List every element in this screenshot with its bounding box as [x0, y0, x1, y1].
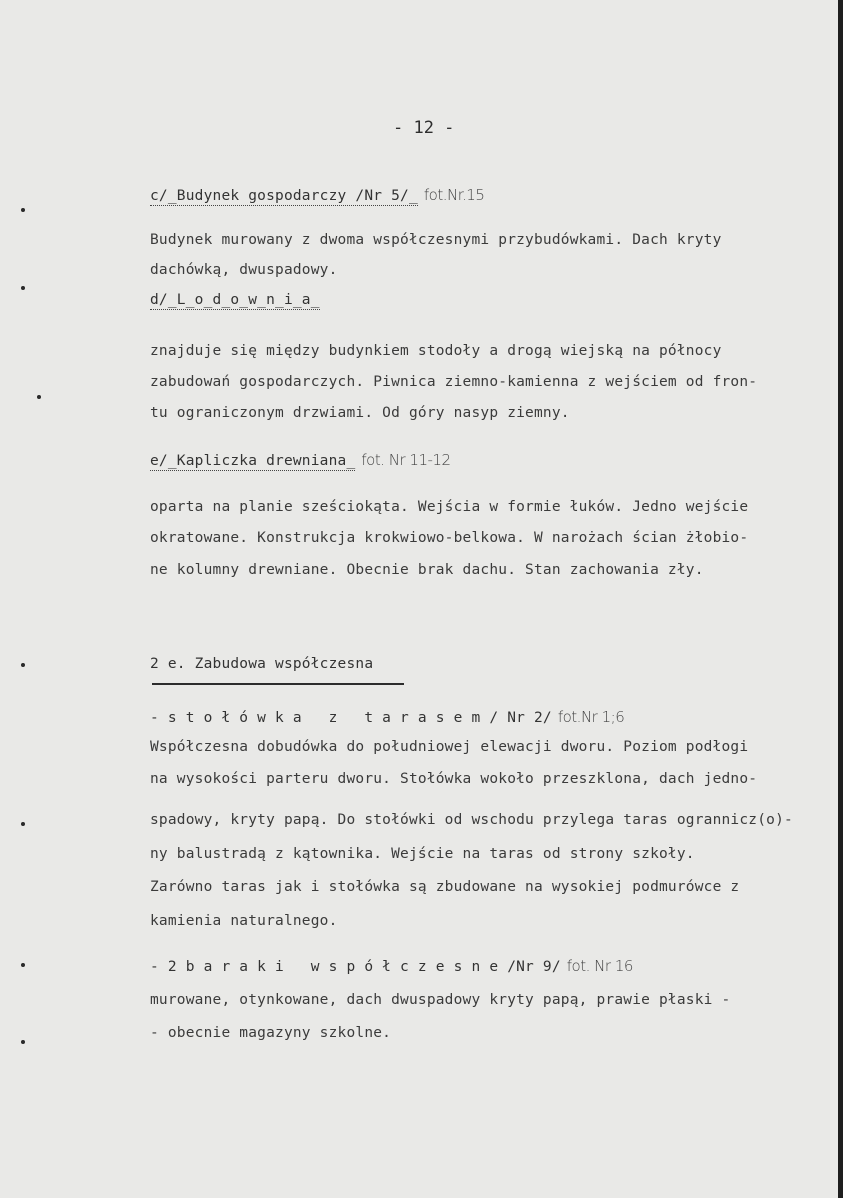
section-d-body-line: tu ograniczonym drzwiami. Od góry nasyp ziemny. — [150, 405, 570, 421]
section-e-body-line: okratowane. Konstrukcja krokwiowo-belkowa. W narożach ścian żłobio- — [150, 530, 749, 546]
stolowka-body-line: na wysokości parteru dworu. Stołówka wokoło przeszklona, dach jedno- — [150, 771, 758, 787]
baraki-heading: - 2 b a r a k i w s p ó ł c z e s n e /Nr 9/ — [150, 959, 561, 975]
section-d-body-line: znajduje się między budynkiem stodoły a drogą wiejską na północy — [150, 343, 722, 359]
baraki-body-line: murowane, otynkowane, dach dwuspadowy kryty papą, prawie płaski - — [150, 992, 731, 1008]
section-c-heading: c/_Budynek gospodarczy /Nr 5/_ — [150, 188, 418, 204]
section-c-handnote: fot.Nr.15 — [423, 186, 485, 204]
baraki-heading-line — [150, 957, 633, 975]
section-e-heading-line — [150, 451, 451, 469]
section-c-body-line: dachówką, dwuspadowy. — [150, 262, 338, 278]
section-e-heading: e/_Kapliczka drewniana_ — [150, 453, 356, 469]
section-e-body-line: oparta na planie sześciokąta. Wejścia w formie łuków. Jedno wejście — [150, 499, 749, 515]
stolowka-body-line: ny balustradą z kątownika. Wejście na taras od strony szkoły. — [150, 846, 695, 862]
stolowka-body-line: spadowy, kryty papą. Do stołówki od wschodu przylega taras ogrannicz(o)- — [150, 812, 793, 828]
stolowka-heading-line — [150, 708, 624, 726]
margin-dot — [21, 822, 25, 826]
margin-dot — [37, 395, 41, 399]
margin-dot — [21, 1040, 25, 1044]
section-d-heading: d/_L_o_d_o_w_n_i_a_ — [150, 292, 320, 308]
margin-dot — [21, 963, 25, 967]
margin-dot — [21, 208, 25, 212]
margin-dot — [21, 663, 25, 667]
section-2e-heading: 2 e. Zabudowa współczesna — [150, 656, 374, 672]
stolowka-handnote: fot.Nr 1;6 — [557, 708, 625, 726]
section-c-heading-line — [150, 186, 484, 204]
baraki-handnote: fot. Nr 16 — [566, 957, 633, 975]
section-2e-underline — [152, 683, 404, 685]
section-c-body-line: Budynek murowany z dwoma współczesnymi przybudówkami. Dach kryty — [150, 232, 722, 248]
stolowka-body-line: Współczesna dobudówka do południowej elewacji dworu. Poziom podłogi — [150, 739, 749, 755]
margin-dot — [21, 286, 25, 290]
baraki-body-line: - obecnie magazyny szkolne. — [150, 1025, 392, 1041]
page-number: - 12 - — [393, 118, 455, 138]
section-d-body-line: zabudowań gospodarczych. Piwnica ziemno-kamienna z wejściem od fron- — [150, 374, 758, 390]
stolowka-body-line: kamienia naturalnego. — [150, 913, 338, 929]
section-e-body-line: ne kolumny drewniane. Obecnie brak dachu. Stan zachowania zły. — [150, 562, 704, 578]
section-d-heading-line — [150, 292, 320, 308]
section-e-handnote: fot. Nr 11-12 — [361, 451, 451, 469]
scan-edge — [838, 0, 843, 1198]
stolowka-body-line: Zarówno taras jak i stołówka są zbudowane na wysokiej podmurówce z — [150, 879, 740, 895]
stolowka-heading: - s t o ł ó w k a z t a r a s e m / Nr 2/ — [150, 710, 552, 726]
